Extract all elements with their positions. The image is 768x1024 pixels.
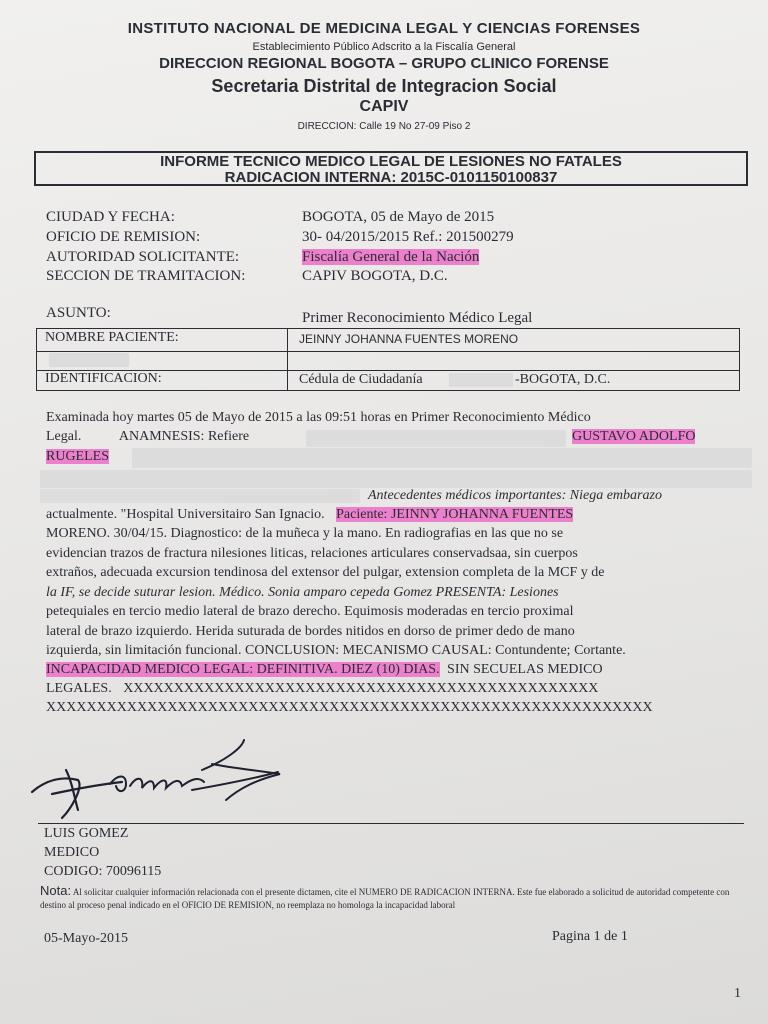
report-title-box [34, 151, 748, 186]
asunto-label: ASUNTO: [46, 305, 111, 321]
field-label-authority: AUTORIDAD SOLICITANTE: [46, 249, 240, 265]
address-line: DIRECCION: Calle 19 No 27-09 Piso 2 [297, 121, 471, 132]
report-text: SIN SECUELAS MEDICO [447, 662, 603, 677]
signature-line [38, 823, 744, 824]
report-text: LEGALES. [46, 681, 112, 696]
name-highlight: GUSTAVO ADOLFO [572, 429, 696, 444]
patient-highlight: Paciente: JEINNY JOHANNA FUENTES [336, 507, 574, 522]
redaction-block [132, 448, 752, 468]
patient-table [36, 328, 740, 391]
signer-name: LUIS GOMEZ [44, 826, 129, 841]
field-value-remission: 30- 04/2015/2015 Ref.: 201500279 [302, 229, 514, 245]
field-value-authority [302, 249, 479, 266]
redaction-block [306, 430, 566, 447]
patient-id-doc: Cédula de Ciudadanía [299, 372, 423, 387]
redaction-block [449, 373, 513, 387]
report-line: lateral de brazo izquierdo. Herida suturada de bordes nitidos en dorso de primer dedo de mano [46, 624, 575, 639]
name-highlight: RUGELES [46, 449, 109, 464]
report-line [46, 662, 603, 678]
redaction-block [40, 470, 752, 488]
patient-id-city: -BOGOTA, D.C. [515, 372, 611, 387]
report-text [572, 429, 695, 445]
page-number: 1 [734, 986, 741, 1001]
authority-highlight: Fiscalía General de la Nación [302, 249, 480, 265]
report-line: MORENO. 30/04/15. Diagnostico: de la muñeca y la mano. En radiografias en las que no se [46, 526, 564, 541]
report-text [46, 449, 109, 465]
direction-line: DIRECCION REGIONAL BOGOTA – GRUPO CLINICO FORENSE [159, 55, 609, 72]
report-text: Legal. [46, 429, 82, 444]
report-line: izquierda, sin limitación funcional. CONCLUSION: MECANISMO CAUSAL: Contundente; Cortante. [46, 643, 626, 658]
internal-radication: RADICACION INTERNA: 2015C-0101150100837 [224, 169, 558, 186]
signer-code: CODIGO: 70096115 [44, 864, 162, 879]
report-line: petequiales en tercio medio lateral de brazo derecho. Equimosis moderadas en tercio proximal [46, 604, 574, 619]
institute-name: INSTITUTO NACIONAL DE MEDICINA LEGAL Y CIENCIAS FORENSES [127, 20, 641, 37]
redaction-block [49, 353, 129, 367]
table-column-divider [287, 329, 288, 390]
report-line: evidencian trazos de fractura nilesiones liticas, relaciones articulares conservadsaa, sin cuerpos [46, 546, 578, 561]
report-text: ANAMNESIS: Refiere [118, 429, 250, 444]
patient-name-value: JEINNY JOHANNA FUENTES MORENO [299, 332, 519, 346]
footnote [40, 884, 750, 912]
field-label-city-date: CIUDAD Y FECHA: [46, 209, 175, 225]
note-label: Nota: [40, 883, 72, 898]
report-line: Examinada hoy martes 05 de Mayo de 2015 a las 09:51 horas en Primer Reconocimiento Médico [46, 410, 591, 425]
report-line [46, 429, 249, 445]
footer-pagination: Pagina 1 de 1 [552, 929, 628, 944]
patient-name-label: NOMBRE PACIENTE: [45, 330, 179, 345]
field-label-section: SECCION DE TRAMITACION: [46, 268, 246, 284]
asunto-value: Primer Reconocimiento Médico Legal [302, 310, 533, 326]
report-title: INFORME TECNICO MEDICO LEGAL DE LESIONES NO FATALES [160, 153, 622, 170]
field-label-remission: OFICIO DE REMISION: [46, 229, 201, 245]
redaction-block [40, 489, 360, 503]
secretaria-line: Secretaria Distrital de Integracion Social [211, 76, 557, 96]
report-line: la IF, se decide suturar lesion. Médico. Sonia amparo cepeda Gomez PRESENTA: Lesiones [46, 585, 559, 600]
incapacity-highlight: INCAPACIDAD MEDICO LEGAL: DEFINITIVA. DIEZ (10) DIAS. [46, 662, 440, 677]
report-text: Antecedentes médicos importantes: Niega embarazo [368, 488, 662, 503]
note-text: Al solicitar cualquier información relacionada con el presente dictamen, cite el NUMERO DE RADICACION INTERNA. Este fue elaborado a solicitud de autoridad competente con destino al proceso penal indicado en el OFICIO DE REMISION, no reemplaza no homologa la incapacidad laboral [40, 887, 730, 910]
report-line: XXXXXXXXXXXXXXXXXXXXXXXXXXXXXXXXXXXXXXXXXXXXXXXXXXXXXXXXXXXX [46, 700, 653, 715]
field-value-city-date: BOGOTA, 05 de Mayo de 2015 [302, 209, 495, 225]
establishment-line: Establecimiento Público Adscrito a la Fiscalía General [252, 41, 516, 53]
report-text [46, 507, 573, 523]
signature [26, 730, 306, 826]
field-value-section: CAPIV BOGOTA, D.C. [302, 268, 448, 284]
report-text: XXXXXXXXXXXXXXXXXXXXXXXXXXXXXXXXXXXXXXXXXXXXXXX [123, 681, 599, 696]
report-text: actualmente. "Hospital Universitairo San Ignacio. [46, 507, 325, 522]
report-line [46, 681, 598, 697]
signer-role: MEDICO [44, 845, 100, 860]
patient-id-label: IDENTIFICACION: [45, 371, 162, 386]
report-line: extraños, adecuada excursion tendinosa del extensor del pulgar, extension completa de la MCF y de [46, 565, 605, 580]
capiv-line: CAPIV [359, 98, 409, 115]
footer-date: 05-Mayo-2015 [44, 931, 128, 946]
table-divider [37, 351, 739, 352]
